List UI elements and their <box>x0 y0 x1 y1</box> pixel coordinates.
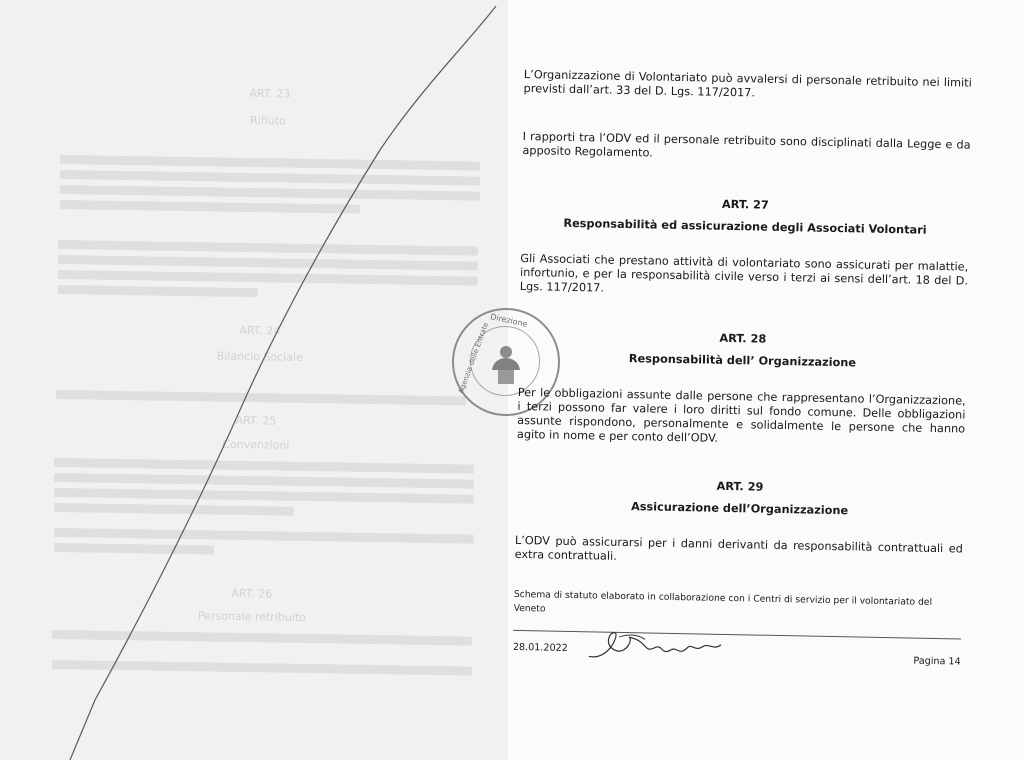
ghost-heading: ART. 26 <box>231 586 273 601</box>
ghost-heading: Rifiuto <box>249 113 286 128</box>
ghost-heading: ART. 25 <box>235 413 277 428</box>
article-29-title: Assicurazione dell’Organizzazione <box>630 500 849 518</box>
article-28-heading: ART. 28 <box>719 331 767 346</box>
stamp-text-left: Agenzia delle Entrate <box>456 321 491 395</box>
ghost-heading: Convenzioni <box>222 437 290 452</box>
article-28-text: Per le obbligazioni assunte dalle persone che rappresentano l’Organizzazione, i terzi possono far valere i loro diritti sul fondo comune. Delle obbligazioni assunte rispondono, personalmente e solidalmente le persone che hanno agito in nome e per conto dell’ODV. <box>516 385 966 445</box>
handwritten-signature <box>579 628 730 667</box>
ghost-heading: ART. 23 <box>249 86 291 101</box>
article-27-heading: ART. 27 <box>721 197 769 212</box>
document-content <box>512 68 971 677</box>
article-27-title: Responsabilità ed assicurazione degli Associati Volontari <box>563 216 927 237</box>
ghost-heading: Personale retribuito <box>197 609 306 625</box>
article-27-text: Gli Associati che prestano attività di volontariato sono assicurati per malattie, infortunio, e per la responsabilità civile verso i terzi ai sensi dell’art. 18 del D. Lgs. 117/2017. <box>519 251 969 295</box>
article-29-heading: ART. 29 <box>716 479 764 494</box>
page-number: Pagina 14 <box>913 655 961 668</box>
paragraph-personale-retribuito: L’Organizzazione di Volontariato può avvalersi di personale retribuito nei limiti previsti dall’art. 33 del D. Lgs. 117/2017. <box>523 68 972 100</box>
article-29-text: L’ODV può assicurarsi per i danni derivanti da responsabilità contrattuali ed extra contrattuali. <box>514 533 963 563</box>
footer-date: 28.01.2022 <box>512 641 568 654</box>
article-28-title: Responsabilità dell’ Organizzazione <box>628 352 857 370</box>
footer-note: Schema di statuto elaborato in collaborazione con i Centri di servizio per il volontariato del Veneto <box>513 588 933 615</box>
stamp-text-top: Direzione <box>489 312 529 329</box>
ghost-heading: ART. 24 <box>239 323 281 338</box>
ghost-heading: Bilancio Sociale <box>216 349 304 364</box>
paragraph-rapporti-personale: I rapporti tra l’ODV ed il personale retribuito sono disciplinati dalla Legge e da apposito Regolamento. <box>522 129 971 160</box>
